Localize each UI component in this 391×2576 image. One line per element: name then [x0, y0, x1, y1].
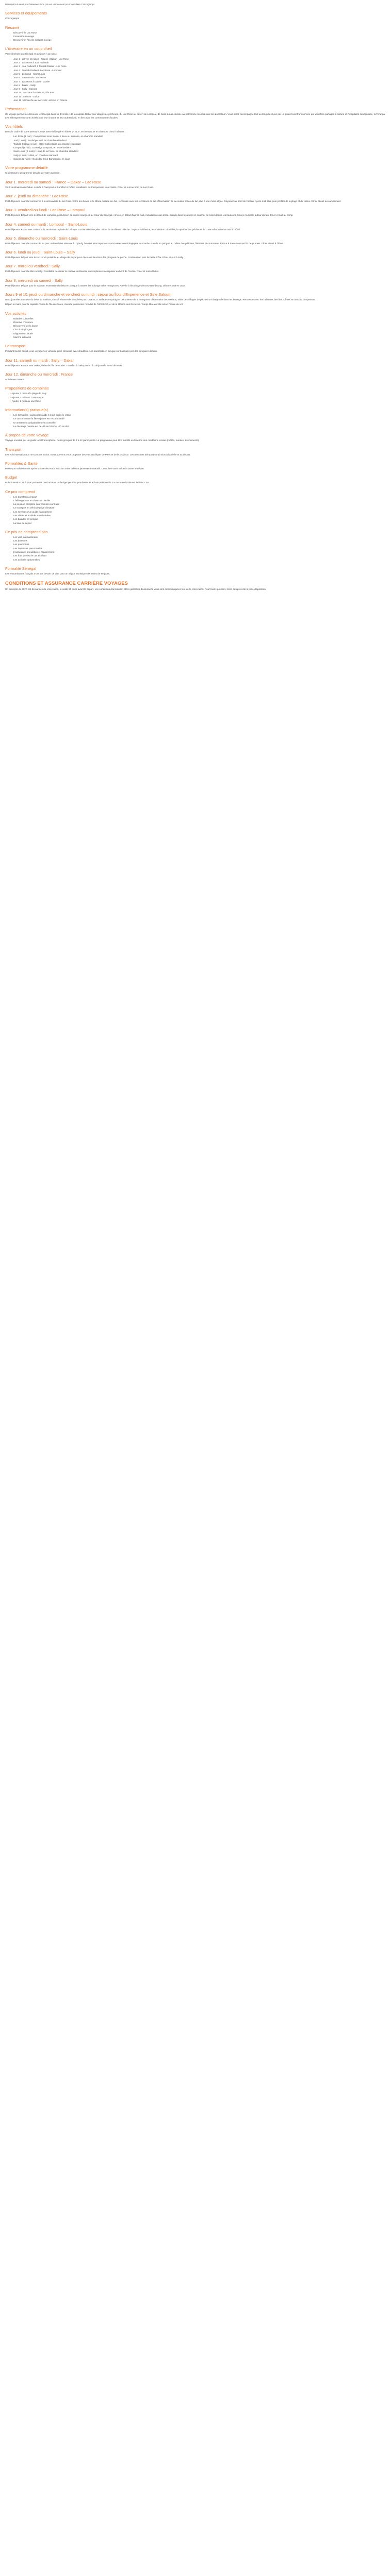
list-item: • Les transferts aéroport: [13, 496, 386, 499]
saloum-title: Jours 9 et 10. jeudi ou dimanche et vendredi ou lundi : séjour au Îlots d'Experience et Sine Saloum: [5, 292, 172, 297]
transport-title: Transport: [5, 447, 22, 452]
ressources-list: [5, 31, 386, 42]
day-text: Petit déjeuner. Journée libre à Sally. Possibilité de visiter la réserve de Bandia, ou simplement se reposer au bord de l'océan. Dîner et nuit à l'hôtel.: [5, 270, 159, 273]
activities-list: [5, 317, 386, 340]
list-item: • Les vols internationaux: [13, 536, 386, 539]
list-item: • Découverte de la faune: [13, 325, 386, 328]
intro-text: Description à venir prochainement ! Ce prix est uniquement pour formulaire Conzugamps: [5, 3, 95, 6]
ressources-title: Résumé: [5, 25, 20, 30]
list-item: • Balades culturelles: [13, 317, 386, 320]
day-text: Petit déjeuner. Départ pour le Saloum. Traversée du delta en pirogue à travers les bolongs et les mangroves. Arrivée à l'écolodge de Keur Bamboung. Dîner et nuit en case.: [5, 284, 186, 287]
list-item: • Jour 8 : Dakar - Sally: [13, 84, 386, 87]
propositions-title: Propositions de combinés: [5, 386, 49, 391]
summary-title: L'itinéraire en un coup d'œil: [5, 46, 52, 52]
list-item: • Sally (1 nuit) : Hôtel, en chambre standard: [13, 154, 386, 157]
budget-title: Budget: [5, 475, 18, 480]
conditions-title: CONDITIONS ET ASSURANCE CARRIÈRE VOYAGES: [5, 581, 128, 587]
day-title: Jour 3. vendredi ou lundi : Lac Rose – Lompoul: [5, 208, 85, 213]
summary-lead: Votre itinéraire au Sénégal en 12 jours / 11 nuits :: [5, 53, 57, 56]
list-item: • Les dépenses personnelles: [13, 547, 386, 550]
day-text: Petit déjeuner. Retour vers Dakar, visite de l'île de Gorée. Transfert à l'aéroport en fin de journée et vol de retour.: [5, 364, 123, 367]
list-item: • Jour 1 : arrivée et nuitée : France / Dakar - Lac Rose: [13, 58, 386, 61]
included-list: [5, 496, 386, 525]
list-item: • Le vaccin contre la fièvre jaune est recommandé: [13, 417, 386, 420]
day-block: [5, 250, 386, 259]
summary-list: [5, 58, 386, 103]
formalites-text: Passeport valide 6 mois après la date de retour. Vaccin contre la fièvre jaune recommandé. Consultez votre médecin avant le départ.: [5, 467, 145, 470]
day-title: Jour 2. jeudi ou dimanche : Lac Rose: [5, 193, 69, 198]
day-block: [5, 358, 386, 367]
list-item: • Les visites et activités mentionnées: [13, 514, 386, 517]
day-title: Jour 11. samedi ou mardi : Sally – Dakar: [5, 358, 74, 363]
list-item: • La pension complète sauf mention contraire: [13, 503, 386, 506]
day-block: [5, 278, 386, 287]
list-item: • Immersion sauvage: [13, 35, 386, 38]
list-item: • L'assurance annulation et rapatriement: [13, 551, 386, 554]
list-item: • Découvrir le Lac Rose: [13, 31, 386, 35]
list-item: • Le transport en véhicule privé climatisé: [13, 506, 386, 510]
day-text: Petit déjeuner. Journée consacrée à la découverte du lac Rose. Entre les dunes et le littoral, balade en 4x4, rencontre avec les récolteurs de sel. Observation de la couleur rosée du lac, due à une micro-algue. Déjeuner au bord de l'océan. Après-midi libre pour profiter de la plage et du calme. Dîner et nuit au campement.: [5, 199, 341, 202]
day-text: Petit déjeuner. Départ vers le sud. Arrêt possible au village de Kayar pour découvrir le retour des pirogues de pêche. Continuation vers la Petite Côte. Dîner et nuit à Sally.: [5, 256, 184, 259]
visa-text: Les ressortissants français n'ont pas besoin de visa pour un séjour touristique de moins de 90 jours.: [5, 572, 110, 575]
list-item: • Lompoul (1 nuit) : Ecolodge Lompoul, en tente berbère: [13, 146, 386, 149]
infos-title: Information(s) pratique(s): [5, 408, 48, 413]
list-item: • Les pourboires: [13, 543, 386, 546]
saloum-text: Deux journées au cœur du delta du Saloum, classé réserve de biosphère par l'UNESCO. Balades en pirogue, découverte de la mangrove, observation des oiseaux, visite des villages de pêcheurs et baignade dans les bolongs. Rencontre avec les habitants des îles. Dîners et nuits au campement.: [5, 298, 316, 301]
day-text: Petit déjeuner. Route vers Saint-Louis, ancienne capitale de l'Afrique occidentale française. Visite de la ville en calèche : le pont Faidherbe, les maisons coloniales, le quartier des pêcheurs de Guet Ndar. Dîner et nuit à l'hôtel.: [5, 228, 240, 231]
day-title: Jour 7. mardi ou vendredi : Sally: [5, 264, 60, 269]
not-included-list: [5, 536, 386, 562]
infos-list: [5, 414, 386, 428]
presentation-title: Présentation: [5, 107, 27, 112]
car-title: Le transport: [5, 344, 26, 349]
list-item: • Découvrir et l'Excès incluant la poge: [13, 39, 386, 42]
list-item: • Les balades en pirogue: [13, 518, 386, 521]
list-item: • Les frais de visa le cas échéant: [13, 554, 386, 557]
apropos-title: À propos de votre voyage: [5, 433, 49, 438]
list-item: • Un traitement antipaludéen est conseillé: [13, 421, 386, 425]
list-item: • Les services d'un guide francophone: [13, 511, 386, 514]
formalites-title: Formalités & Santé: [5, 461, 38, 466]
list-item: • Lac Rose (1 nuit) : Campement Keur Salim, 2 lieux ou similaire, en chambre standard: [13, 135, 386, 138]
list-item[interactable]: ‣ Ajouter 2 nuits au Lac Rose: [10, 400, 386, 403]
list-item[interactable]: ‣ Ajouter 3 nuits à la plage de Saly: [10, 392, 386, 395]
transport-text: Les vols internationaux ne sont pas inclus. Nous pouvons vous proposer des vols au départ de Paris et de la province. Les transferts aéroport sont inclus à l'arrivée et au départ.: [5, 453, 191, 456]
list-item: • Jour 4 : Toubab Dialaw à Lac Rose - Lompoul: [13, 69, 386, 72]
day-block: [5, 194, 386, 203]
list-item: • Jour 2 : Lac Rose à Joal Fadiouth: [13, 61, 386, 64]
list-item: • Jour 9 : Sally - Saloum: [13, 88, 386, 91]
services-subtitle: Conzugamps: [5, 17, 20, 20]
day-title: Jour 8. mercredi ou samedi : Sally: [5, 278, 63, 283]
day-text: Petit déjeuner. Départ vers le désert de Lompoul, petit désert de dunes orangées au cœur du Sénégal. Arrivée en début d'après-midi, installation sous tente. Balade dans les dunes et coucher de soleil depuis les hauteurs. Soirée musicale autour du feu. Dîner et nuit au camp.: [5, 214, 294, 217]
budget-text: Prévoir environ 15 à 25 € par repas non inclus et un budget pour les pourboires et achats personnels. La monnaie locale est le franc CFA.: [5, 481, 150, 484]
day-title: Jour 1. mercredi ou samedi : France – Dakar – Lac Rose: [5, 179, 102, 184]
list-item: • La taxe de séjour: [13, 522, 386, 525]
list-item: • Saint-Louis (2 nuits) : Hôtel de la Poste, en chambre standard: [13, 150, 386, 153]
list-item: • Jour 11 : Saloum - Dakar: [13, 95, 386, 98]
hotels-list: [5, 135, 386, 161]
activities-title: Vos activités: [5, 311, 27, 316]
list-item: • Les activités optionnelles: [13, 558, 386, 562]
propositions-list: [5, 392, 386, 403]
list-item: • Marché artisanal: [13, 336, 386, 339]
list-item: • Circuit en pirogue: [13, 328, 386, 331]
hotels-lead: Dans le cadre de votre aventure, vous serez hébergé en hôtels 2* et 3*, en bivouac et en chambre chez l'habitant :: [5, 130, 126, 133]
list-item: • Jour 5 : Lompoul - Saint-Louis: [13, 73, 386, 76]
list-item: • Le décalage horaire est de -1h en hiver et -2h en été: [13, 425, 386, 428]
list-item: • Jour 10 : au cœur du Saloum, à la mer: [13, 91, 386, 94]
list-item: • Les boissons: [13, 539, 386, 543]
list-item: • Réserve d'oiseaux: [13, 321, 386, 324]
day-block: [5, 222, 386, 231]
services-title: Services et équipements: [5, 11, 47, 16]
day-title: Jour 6. lundi ou jeudi : Saint-Louis – Sally: [5, 250, 75, 255]
list-item: • Jour 6 : Saint-Louis - Lac Rose: [13, 76, 386, 79]
page: [0, 0, 391, 603]
day-block: [5, 236, 386, 245]
day-text: Vol à destination de Dakar. Arrivée à l'aéroport et transfert à l'hôtel. Installation au Campement Keur Salim. Dîner et nuit au bord du Lac Rose.: [5, 185, 154, 189]
visa-title: Formalité Sénégal: [5, 566, 36, 571]
saloum-text-2: Départ le matin pour la capitale. Visite de l'île de Gorée, classée patrimoine mondial de l'UNESCO, et de la Maison des Esclaves. Temps libre en ville selon l'heure du vol.: [5, 303, 184, 306]
list-item: • Joal (1 nuit) : Ecolodge Joal, en chambre standard: [13, 139, 386, 142]
day-block: [5, 264, 386, 273]
programme-lead: Ci-dessous le programme détaillé de votre aventure.: [5, 172, 60, 175]
list-item: • Jour 12 : dimanche au mercredi : arrivée en France: [13, 99, 386, 102]
day-block: [5, 372, 386, 381]
list-item: • Saloum (2 nuits) : Écolodge Keur Bamboung, en case: [13, 158, 386, 161]
list-item: • Les formalités : passeport valide 6 mois après le retour: [13, 414, 386, 417]
list-item: • Toubab Dialaw (1 nuit) : Hôtel Sobo Badè, en chambre standard: [13, 143, 386, 146]
included-title: Ce prix comprend: [5, 489, 36, 494]
hotels-title: Vos hôtels: [5, 124, 23, 129]
list-item: • Jour 3 : Joal Fadiouth à Toubab Dialaw - Lac Rose: [13, 65, 386, 68]
list-item: • Dégustation locale: [13, 332, 386, 335]
car-text: Pendant tout le circuit, vous voyagez en véhicule privé climatisé avec chauffeur. Les transferts en pirogue sont assurés par des piroguiers locaux.: [5, 350, 158, 353]
list-item: • L'hébergement en chambre double: [13, 499, 386, 502]
not-included-title: Ce prix ne comprend pas: [5, 529, 48, 534]
list-item[interactable]: ‣ Ajouter 4 nuits en Casamance: [10, 396, 386, 399]
presentation-text: Ce voyage permet de découvrir le Sénégal dans sa diversité : de la capitale Dakar aux villages de pêcheurs, du Lac Rose au désert de Lompoul, de Saint-Louis classée au patrimoine mondial aux îles du Saloum. Vous serez accompagné tout au long du séjour par un guide local francophone qui vous fera partager la culture et l'hospitalité sénégalaise, la Teranga. Les hébergements sont choisis pour leur charme et leur authenticité, en lien avec les communautés locales.: [5, 113, 386, 119]
day-title: Jour 12. dimanche ou mercredi : France: [5, 371, 73, 377]
list-item: • Jour 7 : Lac Rose à Dakar - Gorée: [13, 80, 386, 83]
conditions-text: Un acompte de 30 % est demandé à la réservation, le solde 30 jours avant le départ. Les conditions d'annulation et les garanties d'assurance vous sont communiquées lors de la réservation. Pour toute question, notre équipe reste à votre disposition.: [5, 588, 267, 591]
day-title: Jour 5. dimanche ou mercredi : Saint-Louis: [5, 235, 78, 241]
day-text: Arrivée en France.: [5, 378, 25, 381]
day-block: [5, 208, 386, 217]
day-text: Petit déjeuner. Journée consacrée au parc national des oiseaux du Djoudj, l'un des plus importants sanctuaires ornithologiques au monde. Balade en pirogue au milieu des pélicans, flamants et cormorans. Retour à Saint-Louis en fin de journée. Dîner et nuit à l'hôtel.: [5, 242, 284, 245]
day-block: [5, 180, 386, 189]
programme-title: Votre programme détaillé: [5, 165, 48, 171]
apropos-text: Voyage encadré par un guide local francophone. Petits groupes de 4 à 12 participants. Le programme peut être modifié en fonction des conditions locales (météo, marées, événements).: [5, 439, 200, 442]
day-title: Jour 4. samedi ou mardi : Lompoul – Saint-Louis: [5, 222, 87, 227]
